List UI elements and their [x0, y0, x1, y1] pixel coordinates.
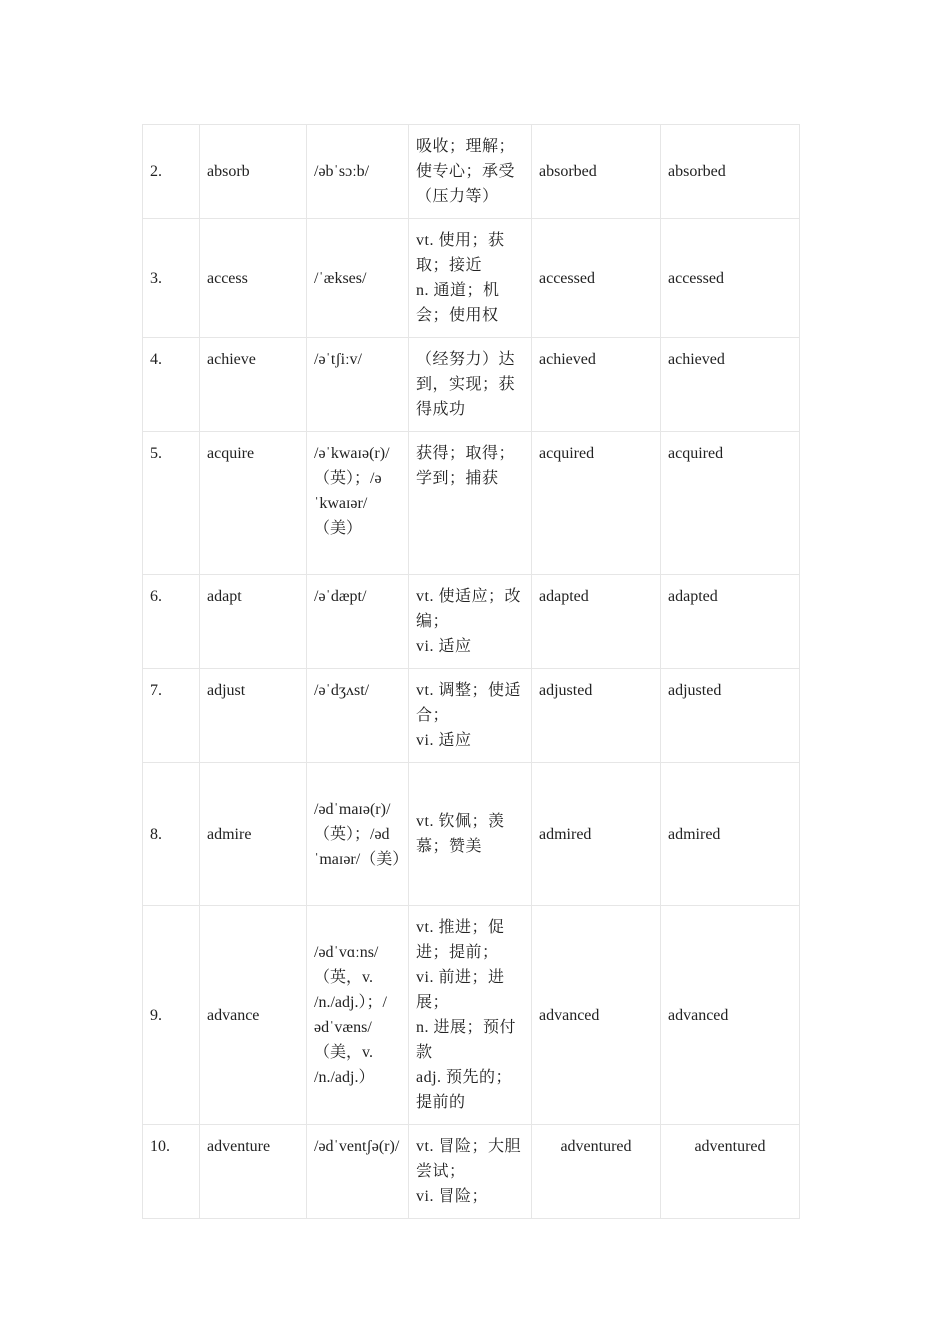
past-participle: achieved [661, 338, 800, 432]
meaning: vt. 调整；使适合； vi. 适应 [409, 669, 532, 763]
meaning: vt. 使适应；改编； vi. 适应 [409, 575, 532, 669]
word: achieve [200, 338, 307, 432]
past-tense: adapted [532, 575, 661, 669]
phonetic: /əˈtʃiːv/ [307, 338, 409, 432]
phonetic: /əbˈsɔːb/ [307, 125, 409, 219]
past-tense: admired [532, 763, 661, 906]
row-number: 9. [143, 906, 200, 1125]
vocabulary-table [142, 124, 800, 1219]
row-number: 10. [143, 1125, 200, 1219]
past-tense: adjusted [532, 669, 661, 763]
meaning: vt. 钦佩；羡慕；赞美 [409, 763, 532, 906]
table-row [143, 763, 800, 906]
phonetic: /əˈdæpt/ [307, 575, 409, 669]
word: admire [200, 763, 307, 906]
table-row [143, 906, 800, 1125]
word: advance [200, 906, 307, 1125]
phonetic: /ədˈmaɪə(r)/（英）；/ədˈmaɪər/（美） [307, 763, 409, 906]
table-row [143, 125, 800, 219]
row-number: 5. [143, 432, 200, 575]
past-participle: admired [661, 763, 800, 906]
table-row [143, 219, 800, 338]
word: adjust [200, 669, 307, 763]
past-tense: adventured [532, 1125, 661, 1219]
word: absorb [200, 125, 307, 219]
past-tense: advanced [532, 906, 661, 1125]
phonetic: /ədˈventʃə(r)/ [307, 1125, 409, 1219]
word: access [200, 219, 307, 338]
row-number: 7. [143, 669, 200, 763]
table-row [143, 669, 800, 763]
meaning: vt. 冒险；大胆尝试； vi. 冒险； [409, 1125, 532, 1219]
past-tense: acquired [532, 432, 661, 575]
past-participle: absorbed [661, 125, 800, 219]
past-participle: advanced [661, 906, 800, 1125]
table-row [143, 432, 800, 575]
past-tense: accessed [532, 219, 661, 338]
past-participle: acquired [661, 432, 800, 575]
row-number: 8. [143, 763, 200, 906]
phonetic: /ədˈvɑːns/（英，v. /n./adj.）；/ədˈvæns/（美，v. /n./adj.） [307, 906, 409, 1125]
past-tense: absorbed [532, 125, 661, 219]
row-number: 6. [143, 575, 200, 669]
past-participle: accessed [661, 219, 800, 338]
row-number: 4. [143, 338, 200, 432]
meaning: 吸收；理解；使专心；承受（压力等） [409, 125, 532, 219]
phonetic: /ˈækses/ [307, 219, 409, 338]
table-row [143, 1125, 800, 1219]
phonetic: /əˈdʒʌst/ [307, 669, 409, 763]
table-row [143, 575, 800, 669]
phonetic: /əˈkwaɪə(r)/（英）；/əˈkwaɪər/（美） [307, 432, 409, 575]
past-participle: adventured [661, 1125, 800, 1219]
row-number: 3. [143, 219, 200, 338]
row-number: 2. [143, 125, 200, 219]
meaning: （经努力）达到，实现；获得成功 [409, 338, 532, 432]
past-participle: adjusted [661, 669, 800, 763]
word: adapt [200, 575, 307, 669]
past-participle: adapted [661, 575, 800, 669]
past-tense: achieved [532, 338, 661, 432]
word: acquire [200, 432, 307, 575]
meaning: vt. 使用；获取；接近 n. 通道；机会；使用权 [409, 219, 532, 338]
word: adventure [200, 1125, 307, 1219]
meaning: vt. 推进；促进；提前； vi. 前进；进展； n. 进展；预付款 adj. 预先的；提前的 [409, 906, 532, 1125]
meaning: 获得；取得；学到；捕获 [409, 432, 532, 575]
table-row [143, 338, 800, 432]
